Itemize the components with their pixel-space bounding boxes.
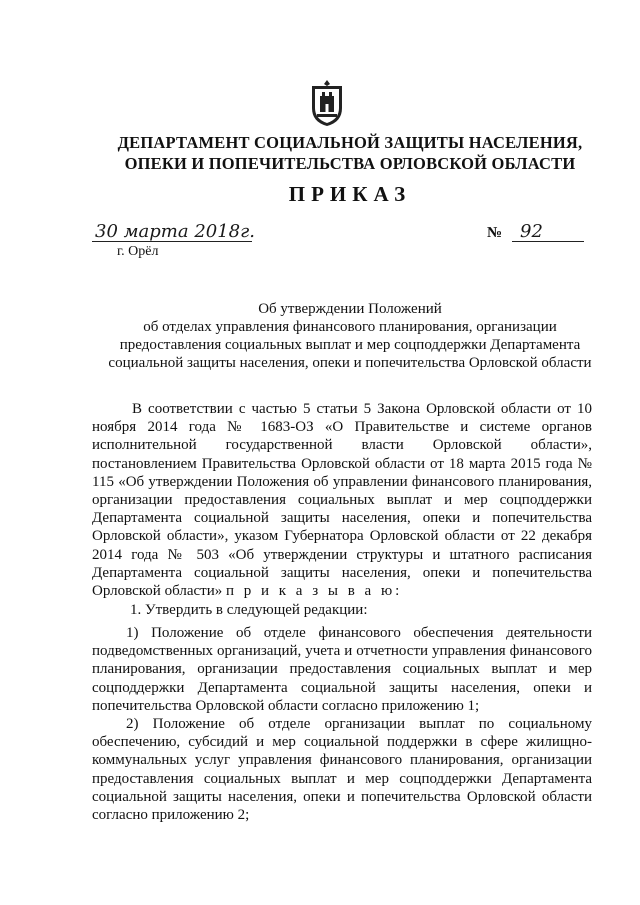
item1-subitem1: [92, 624, 592, 715]
date-underline: [92, 241, 252, 242]
city-label: г. Орёл: [117, 244, 159, 259]
preamble-text: В соответствии с частью 5 статьи 5 Закона Орловской области от 10 ноября 2014 года № 1683-ОЗ «О Правительстве и системе органов исполнительной государственной власти Орловской области», постановлением Правительства Орловской области от 18 марта 2015 года № 115 «Об утверждении Положения об управлении финансового планирования, организации предоставления социальных выплат и мер соцподдержки Департамента социальной защиты населения, опеки и попечительства Орловской области», указом Губернатора Орловской области от 22 декабря 2014 года № 503 «Об утверждении структуры и штатного расписания Департамента социальной защиты населения, опеки и попечительства Орловской области»: [92, 401, 592, 600]
number-sign: №: [487, 225, 503, 241]
item1-subitem1-text: 1) Положение об отделе финансового обеспечения деятельности подведомственных организаций, учета и отчетности управления финансового планирования, организации предоставления социальных выплат и мер соцподдержки Департамента социальной защиты населения, опеки и попечительства Орловской области согласно приложению 1;: [92, 625, 592, 714]
preamble-paragraph: [92, 400, 592, 600]
title-line4: социальной защиты населения, опеки и попечительства Орловской области: [108, 355, 592, 371]
item1-heading: 1. Утвердить в следующей редакции:: [130, 602, 368, 618]
coat-of-arms-icon: [306, 78, 348, 128]
department-name-line2: ОПЕКИ И ПОПЕЧИТЕЛЬСТВА ОРЛОВСКОЙ ОБЛАСТИ: [124, 154, 576, 173]
order-word: п р и к а з ы в а ю:: [225, 583, 403, 600]
department-name-line1: ДЕПАРТАМЕНТ СОЦИАЛЬНОЙ ЗАЩИТЫ НАСЕЛЕНИЯ,: [117, 133, 583, 152]
item1-subitem2-text: 2) Положение об отделе организации выплат по социальному обеспечению, субсидий и мер социальной поддержки в сфере жилищно-коммунальных услуг управления финансового планирования, организации предоставления социальных выплат и мер соцподдержки Департамента социальной защиты населения, опеки и попечительства Орловской области согласно приложению 2;: [92, 716, 592, 824]
title-line3: предоставления социальных выплат и мер соцподдержки Департамента: [119, 337, 581, 353]
title-line1: Об утверждении Положений: [258, 301, 442, 317]
number-underline: [512, 241, 584, 242]
title-line2: об отделах управления финансового планирования, организации: [143, 319, 557, 335]
handwritten-number: 92: [520, 221, 543, 242]
handwritten-date: 30 марта 2018г.: [95, 221, 255, 242]
item1-subitem2: [92, 715, 592, 824]
document-type-heading: ПРИКАЗ: [288, 182, 412, 206]
